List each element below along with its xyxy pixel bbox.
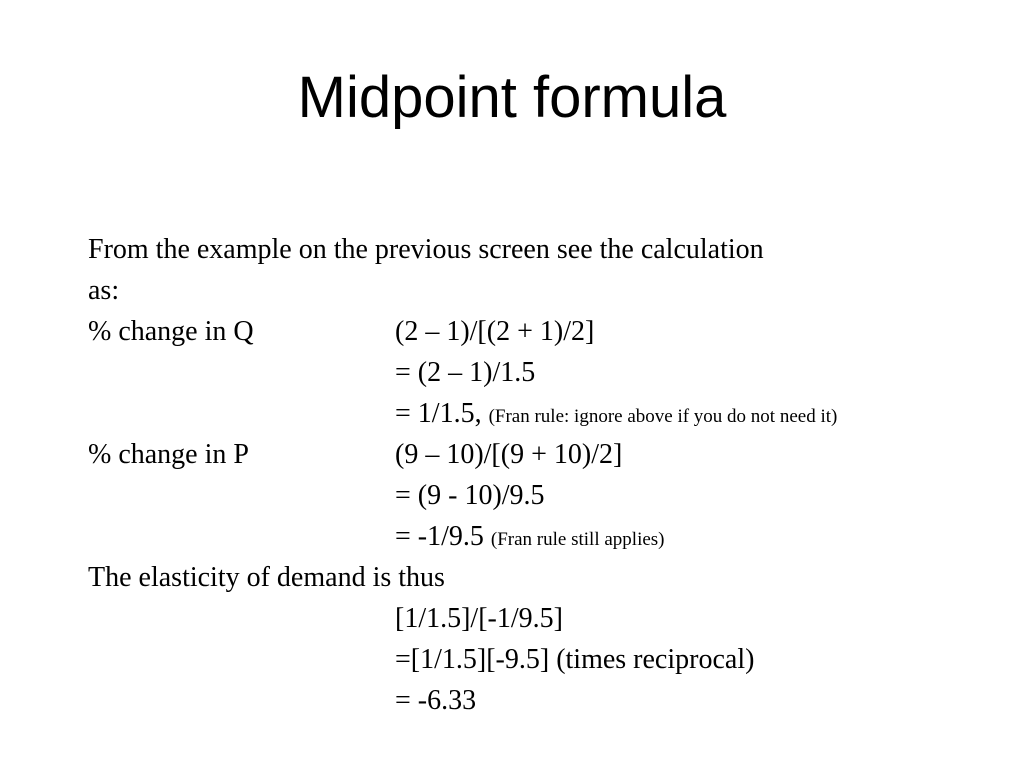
q-note: (Fran rule: ignore above if you do not need it) bbox=[488, 406, 838, 427]
q-change-label: % change in Q bbox=[88, 316, 254, 347]
q-step-line-2 bbox=[88, 393, 948, 434]
elasticity-step-1: [1/1.5]/[-1/9.5] bbox=[395, 603, 563, 634]
p-change-label: % change in P bbox=[88, 439, 249, 470]
elasticity-step-line-2 bbox=[88, 639, 948, 680]
p-change-line bbox=[88, 434, 948, 475]
p-step-line-2 bbox=[88, 516, 948, 557]
p-formula: (9 – 10)/[(9 + 10)/2] bbox=[395, 439, 623, 470]
q-step-2: = 1/1.5, bbox=[395, 398, 482, 429]
p-step-line-1 bbox=[88, 475, 948, 516]
p-note: (Fran rule still applies) bbox=[490, 529, 665, 550]
p-step-2: = -1/9.5 bbox=[395, 521, 484, 552]
q-step-1: = (2 – 1)/1.5 bbox=[395, 357, 536, 388]
p-step-1: = (9 - 10)/9.5 bbox=[395, 480, 545, 511]
q-formula: (2 – 1)/[(2 + 1)/2] bbox=[395, 316, 595, 347]
elasticity-step-line-3 bbox=[88, 680, 948, 721]
elasticity-line: The elasticity of demand is thus bbox=[88, 562, 445, 593]
intro-line-1: From the example on the previous screen see the calculation bbox=[88, 234, 764, 265]
q-change-line bbox=[88, 311, 948, 352]
elasticity-step-2: =[1/1.5][-9.5] (times reciprocal) bbox=[395, 644, 755, 675]
elasticity-step-line-1 bbox=[88, 598, 948, 639]
q-step-line-1 bbox=[88, 352, 948, 393]
elasticity-result: = -6.33 bbox=[395, 685, 477, 716]
slide-body bbox=[88, 229, 948, 721]
slide-title: Midpoint formula bbox=[297, 65, 727, 130]
intro-line-2: as: bbox=[88, 275, 120, 306]
